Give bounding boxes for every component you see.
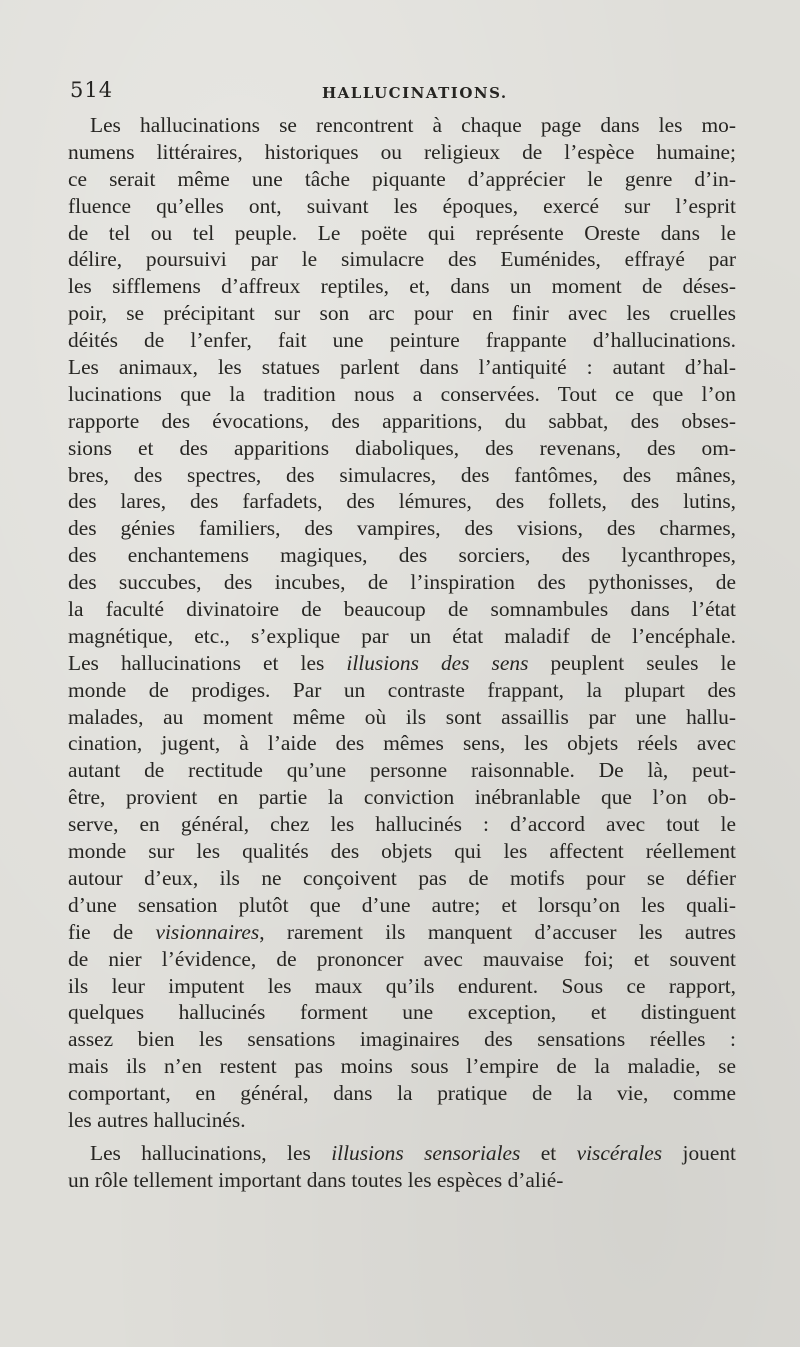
text-line: [68, 435, 736, 462]
text-segment: comportant, en général, dans la pratique de la vie, comme: [68, 1081, 736, 1106]
text-line: [68, 381, 736, 408]
text-line: [68, 623, 736, 650]
text-line: [68, 1167, 736, 1194]
text-line: [68, 408, 736, 435]
text-segment: de tel ou tel peuple. Le poëte qui représente Oreste dans le: [68, 220, 736, 245]
text-segment: sions et des apparitions diaboliques, des revenans, des om-: [68, 435, 736, 460]
text-segment: être, provient en partie la conviction inébranlable que l’on ob-: [68, 785, 736, 810]
text-segment: Les animaux, les statues parlent dans l’antiquité : autant d’hal-: [68, 355, 736, 380]
text-segment: monde de prodiges. Par un contraste frappant, la plupart des: [68, 677, 736, 702]
text-segment: Les hallucinations, les: [90, 1140, 332, 1165]
text-segment: délire, poursuivi par le simulacre des Euménides, effrayé par: [68, 247, 736, 272]
text-segment: les autres hallucinés.: [68, 1107, 246, 1132]
text-line: [68, 811, 736, 838]
text-segment: bres, des spectres, des simulacres, des fantômes, des mânes,: [68, 462, 736, 487]
text-line: [68, 1107, 736, 1134]
text-line: [68, 1053, 736, 1080]
text-line: [68, 1080, 736, 1107]
text-segment: des enchantemens magiques, des sorciers, des lycanthropes,: [68, 543, 736, 568]
text-segment: magnétique, etc., s’explique par un état maladif de l’encéphale.: [68, 623, 736, 648]
text-segment: malades, au moment même où ils sont assaillis par une hallu-: [68, 704, 736, 729]
text-line: [68, 246, 736, 273]
text-segment: quelques hallucinés forment une exception, et distinguent: [68, 1000, 736, 1025]
page-header: [70, 78, 740, 110]
text-segment: assez bien les sensations imaginaires des sensations réelles :: [68, 1027, 736, 1052]
body-text: [68, 112, 736, 1194]
text-line: [68, 865, 736, 892]
text-line: [68, 784, 736, 811]
page-number: 514: [70, 78, 114, 102]
text-line: [68, 220, 736, 247]
text-segment: et: [520, 1140, 577, 1165]
text-segment: Les hallucinations et les: [68, 650, 347, 675]
text-segment: la faculté divinatoire de beaucoup de somnambules dans l’état: [68, 597, 736, 622]
text-line: [68, 193, 736, 220]
text-segment: lucinations que la tradition nous a conservées. Tout ce que l’on: [68, 381, 736, 406]
text-segment: des lares, des farfadets, des lémures, des follets, des lutins,: [68, 489, 736, 514]
text-segment: poir, se précipitant sur son arc pour en finir avec les cruelles: [68, 301, 736, 326]
text-segment: fluence qu’elles ont, suivant les époques, exercé sur l’esprit: [68, 193, 736, 218]
text-line: [68, 999, 736, 1026]
italic-text: illusions des sens: [346, 650, 529, 675]
running-title: HALLUCINATIONS.: [322, 84, 508, 102]
text-segment: jouent: [662, 1140, 736, 1165]
text-line: [68, 166, 736, 193]
text-segment: mais ils n’en restent pas moins sous l’empire de la maladie, se: [68, 1054, 736, 1079]
text-segment: les sifflemens d’affreux reptiles, et, dans un moment de déses-: [68, 274, 736, 299]
text-segment: rapporte des évocations, des apparitions, du sabbat, des obses-: [68, 408, 736, 433]
text-line: [68, 730, 736, 757]
text-line: [68, 919, 736, 946]
text-line: [68, 973, 736, 1000]
text-line: [68, 1140, 736, 1167]
italic-text: viscérales: [576, 1140, 663, 1165]
text-line: [68, 462, 736, 489]
text-line: [68, 704, 736, 731]
text-segment: un rôle tellement important dans toutes les espèces d’alié-: [68, 1167, 564, 1192]
text-segment: d’une sensation plutôt que d’une autre; et lorsqu’on les quali-: [68, 892, 736, 917]
text-segment: , rarement ils manquent d’accuser les autres: [259, 919, 736, 944]
text-line: [68, 1026, 736, 1053]
text-segment: des génies familiers, des vampires, des visions, des charmes,: [68, 516, 736, 541]
text-segment: autant de rectitude qu’une personne raisonnable. De là, peut-: [68, 758, 736, 783]
text-line: [68, 757, 736, 784]
text-line: [68, 650, 736, 677]
text-segment: de nier l’évidence, de prononcer avec mauvaise foi; et souvent: [68, 946, 736, 971]
text-line: [68, 112, 736, 139]
text-segment: déités de l’enfer, fait une peinture frappante d’hallucinations.: [68, 328, 736, 353]
text-segment: numens littéraires, historiques ou religieux de l’espèce humaine;: [68, 139, 736, 164]
text-segment: serve, en général, chez les hallucinés : d’accord avec tout le: [68, 812, 736, 837]
text-line: [68, 677, 736, 704]
paragraph: [68, 112, 736, 1134]
italic-text: illusions sensoriales: [331, 1140, 521, 1165]
italic-text: visionnaires: [155, 919, 260, 944]
text-line: [68, 488, 736, 515]
text-line: [68, 273, 736, 300]
text-line: [68, 515, 736, 542]
text-line: [68, 300, 736, 327]
text-segment: cination, jugent, à l’aide des mêmes sens, les objets réels avec: [68, 731, 736, 756]
text-segment: autour d’eux, ils ne conçoivent pas de motifs pour se défier: [68, 865, 736, 890]
text-line: [68, 892, 736, 919]
text-line: [68, 542, 736, 569]
text-segment: fie de: [68, 919, 156, 944]
text-segment: Les hallucinations se rencontrent à chaque page dans les mo-: [90, 113, 736, 137]
text-segment: ils leur imputent les maux qu’ils endurent. Sous ce rapport,: [68, 973, 736, 998]
text-line: [68, 327, 736, 354]
text-line: [68, 596, 736, 623]
text-line: [68, 946, 736, 973]
text-line: [68, 569, 736, 596]
text-line: [68, 838, 736, 865]
text-segment: peuplent seules le: [528, 650, 736, 675]
paragraph: [68, 1134, 736, 1194]
text-line: [68, 354, 736, 381]
text-line: [68, 139, 736, 166]
text-segment: ce serait même une tâche piquante d’apprécier le genre d’in-: [68, 166, 736, 191]
text-segment: des succubes, des incubes, de l’inspiration des pythonisses, de: [68, 570, 736, 595]
text-segment: monde sur les qualités des objets qui les affectent réellement: [68, 839, 736, 864]
